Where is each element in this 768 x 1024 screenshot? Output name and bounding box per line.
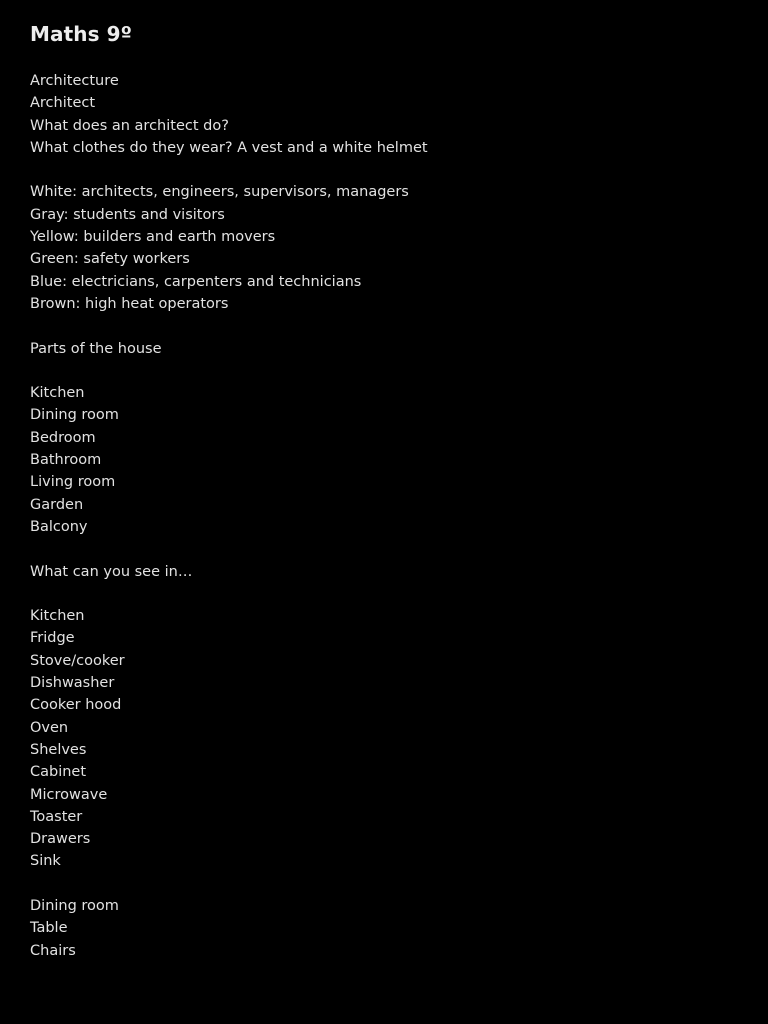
note-line [30, 538, 740, 560]
note-line: Yellow: builders and earth movers [30, 229, 276, 246]
note-editor[interactable] [30, 22, 740, 962]
note-line: Architecture [30, 73, 119, 89]
note-line [30, 873, 740, 895]
note-line: Oven [30, 719, 69, 736]
note-line: What can you see in… [30, 563, 193, 580]
note-line: Cabinet [30, 764, 87, 781]
note-line [30, 583, 740, 605]
note-line: Gray: students and visitors [30, 206, 225, 223]
note-line: Parts of the house [30, 340, 162, 357]
note-line: Toaster [30, 808, 83, 825]
note-line: Dishwasher [30, 675, 115, 692]
note-line: Cooker hood [30, 697, 122, 714]
note-line: Balcony [30, 518, 88, 535]
note-line: What clothes do they wear? A vest and a white helmet [30, 139, 428, 156]
note-line: Microwave [30, 786, 108, 803]
note-line [30, 315, 740, 337]
note-line: Garden [30, 496, 84, 513]
note-line: Green: safety workers [30, 251, 190, 268]
note-line: Table [30, 920, 68, 937]
note-line: Kitchen [30, 608, 85, 625]
note-line: Shelves [30, 741, 87, 758]
note-line: Fridge [30, 630, 75, 647]
note-line [30, 159, 740, 181]
note-line: Stove/cooker [30, 652, 125, 669]
note-line: What does an architect do? [30, 117, 229, 134]
note-body[interactable] [30, 70, 740, 962]
note-line: Bathroom [30, 452, 102, 469]
note-line: Dining room [30, 407, 119, 424]
note-line: Architect [30, 95, 96, 112]
note-line: White: architects, engineers, supervisors, managers [30, 184, 409, 201]
note-line [30, 360, 740, 382]
note-line: Dining room [30, 897, 119, 914]
note-title[interactable]: Maths 9º [30, 22, 133, 46]
note-line: Brown: high heat operators [30, 295, 229, 312]
note-line: Sink [30, 853, 61, 870]
note-line: Drawers [30, 831, 91, 848]
note-line: Blue: electricians, carpenters and technicians [30, 273, 362, 290]
note-line: Kitchen [30, 385, 85, 402]
note-line: Bedroom [30, 429, 96, 446]
note-line: Chairs [30, 942, 76, 959]
note-line: Living room [30, 474, 116, 491]
